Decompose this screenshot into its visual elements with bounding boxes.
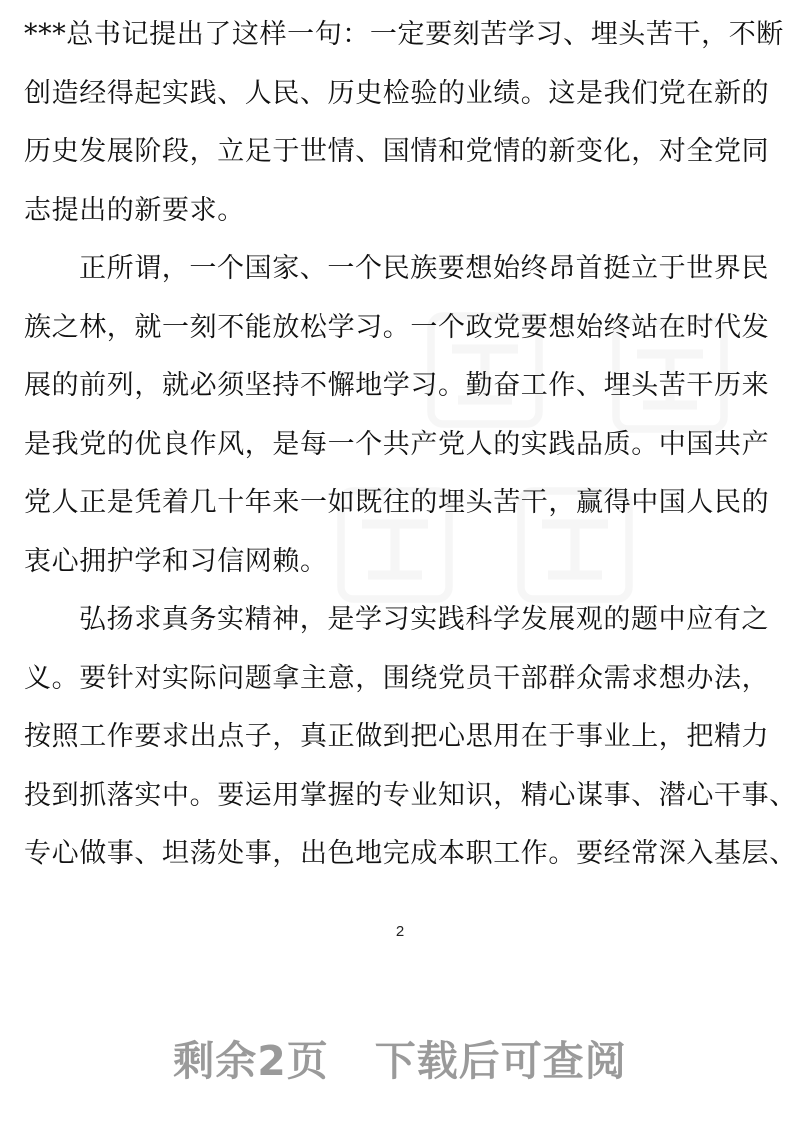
text-line: 义。要针对实际问题拿主意，围绕党员干部群众需求想办法， bbox=[24, 662, 770, 694]
text-line: 投到抓落实中。要运用掌握的专业知识，精心谋事、潜心干事、 bbox=[24, 779, 797, 811]
paragraph bbox=[24, 591, 797, 884]
text-line: 按照工作要求出点子，真正做到把心思用在于事业上，把精力 bbox=[24, 721, 770, 752]
paragraph bbox=[24, 6, 784, 240]
text-line: 专心做事、坦荡处事，出色地完成本职工作。要经常深入基层、 bbox=[24, 838, 797, 869]
text-line: 族之林，就一刻不能放松学习。一个政党要想始终站在时代发 bbox=[24, 311, 770, 343]
download-banner[interactable] bbox=[0, 1028, 800, 1087]
text-line: 弘扬求真务实精神，是学习实践科学发展观的题中应有之 bbox=[79, 604, 769, 635]
text-line: 历史发展阶段，立足于世情、国情和党情的新变化，对全党同 bbox=[24, 136, 770, 167]
text-line: ***总书记提出了这样一句：一定要刻苦学习、埋头苦干，不断 bbox=[24, 19, 784, 50]
remaining-pages-text: 剩余2页 bbox=[173, 1037, 329, 1085]
download-hint-text: 下载后可查阅 bbox=[374, 1037, 627, 1085]
text-line: 衷心拥护学和习信网赖。 bbox=[24, 545, 328, 577]
document-body bbox=[24, 6, 797, 884]
text-line: 创造经得起实践、人民、历史检验的业绩。这是我们党在新的 bbox=[24, 77, 770, 109]
text-line: 展的前列，就必须坚持不懈地学习。勤奋工作、埋头苦干历来 bbox=[24, 370, 770, 401]
text-line: 是我党的优良作风，是每一个共产党人的实践品质。中国共产 bbox=[24, 428, 770, 460]
page-number: 2 bbox=[395, 923, 405, 940]
paragraph bbox=[24, 240, 776, 591]
text-line: 志提出的新要求。 bbox=[24, 194, 245, 226]
text-line: 党人正是凭着几十年来一如既往的埋头苦干，赢得中国人民的 bbox=[24, 487, 770, 518]
text-line: 正所谓，一个国家、一个民族要想始终昂首挺立于世界民 bbox=[79, 253, 769, 284]
